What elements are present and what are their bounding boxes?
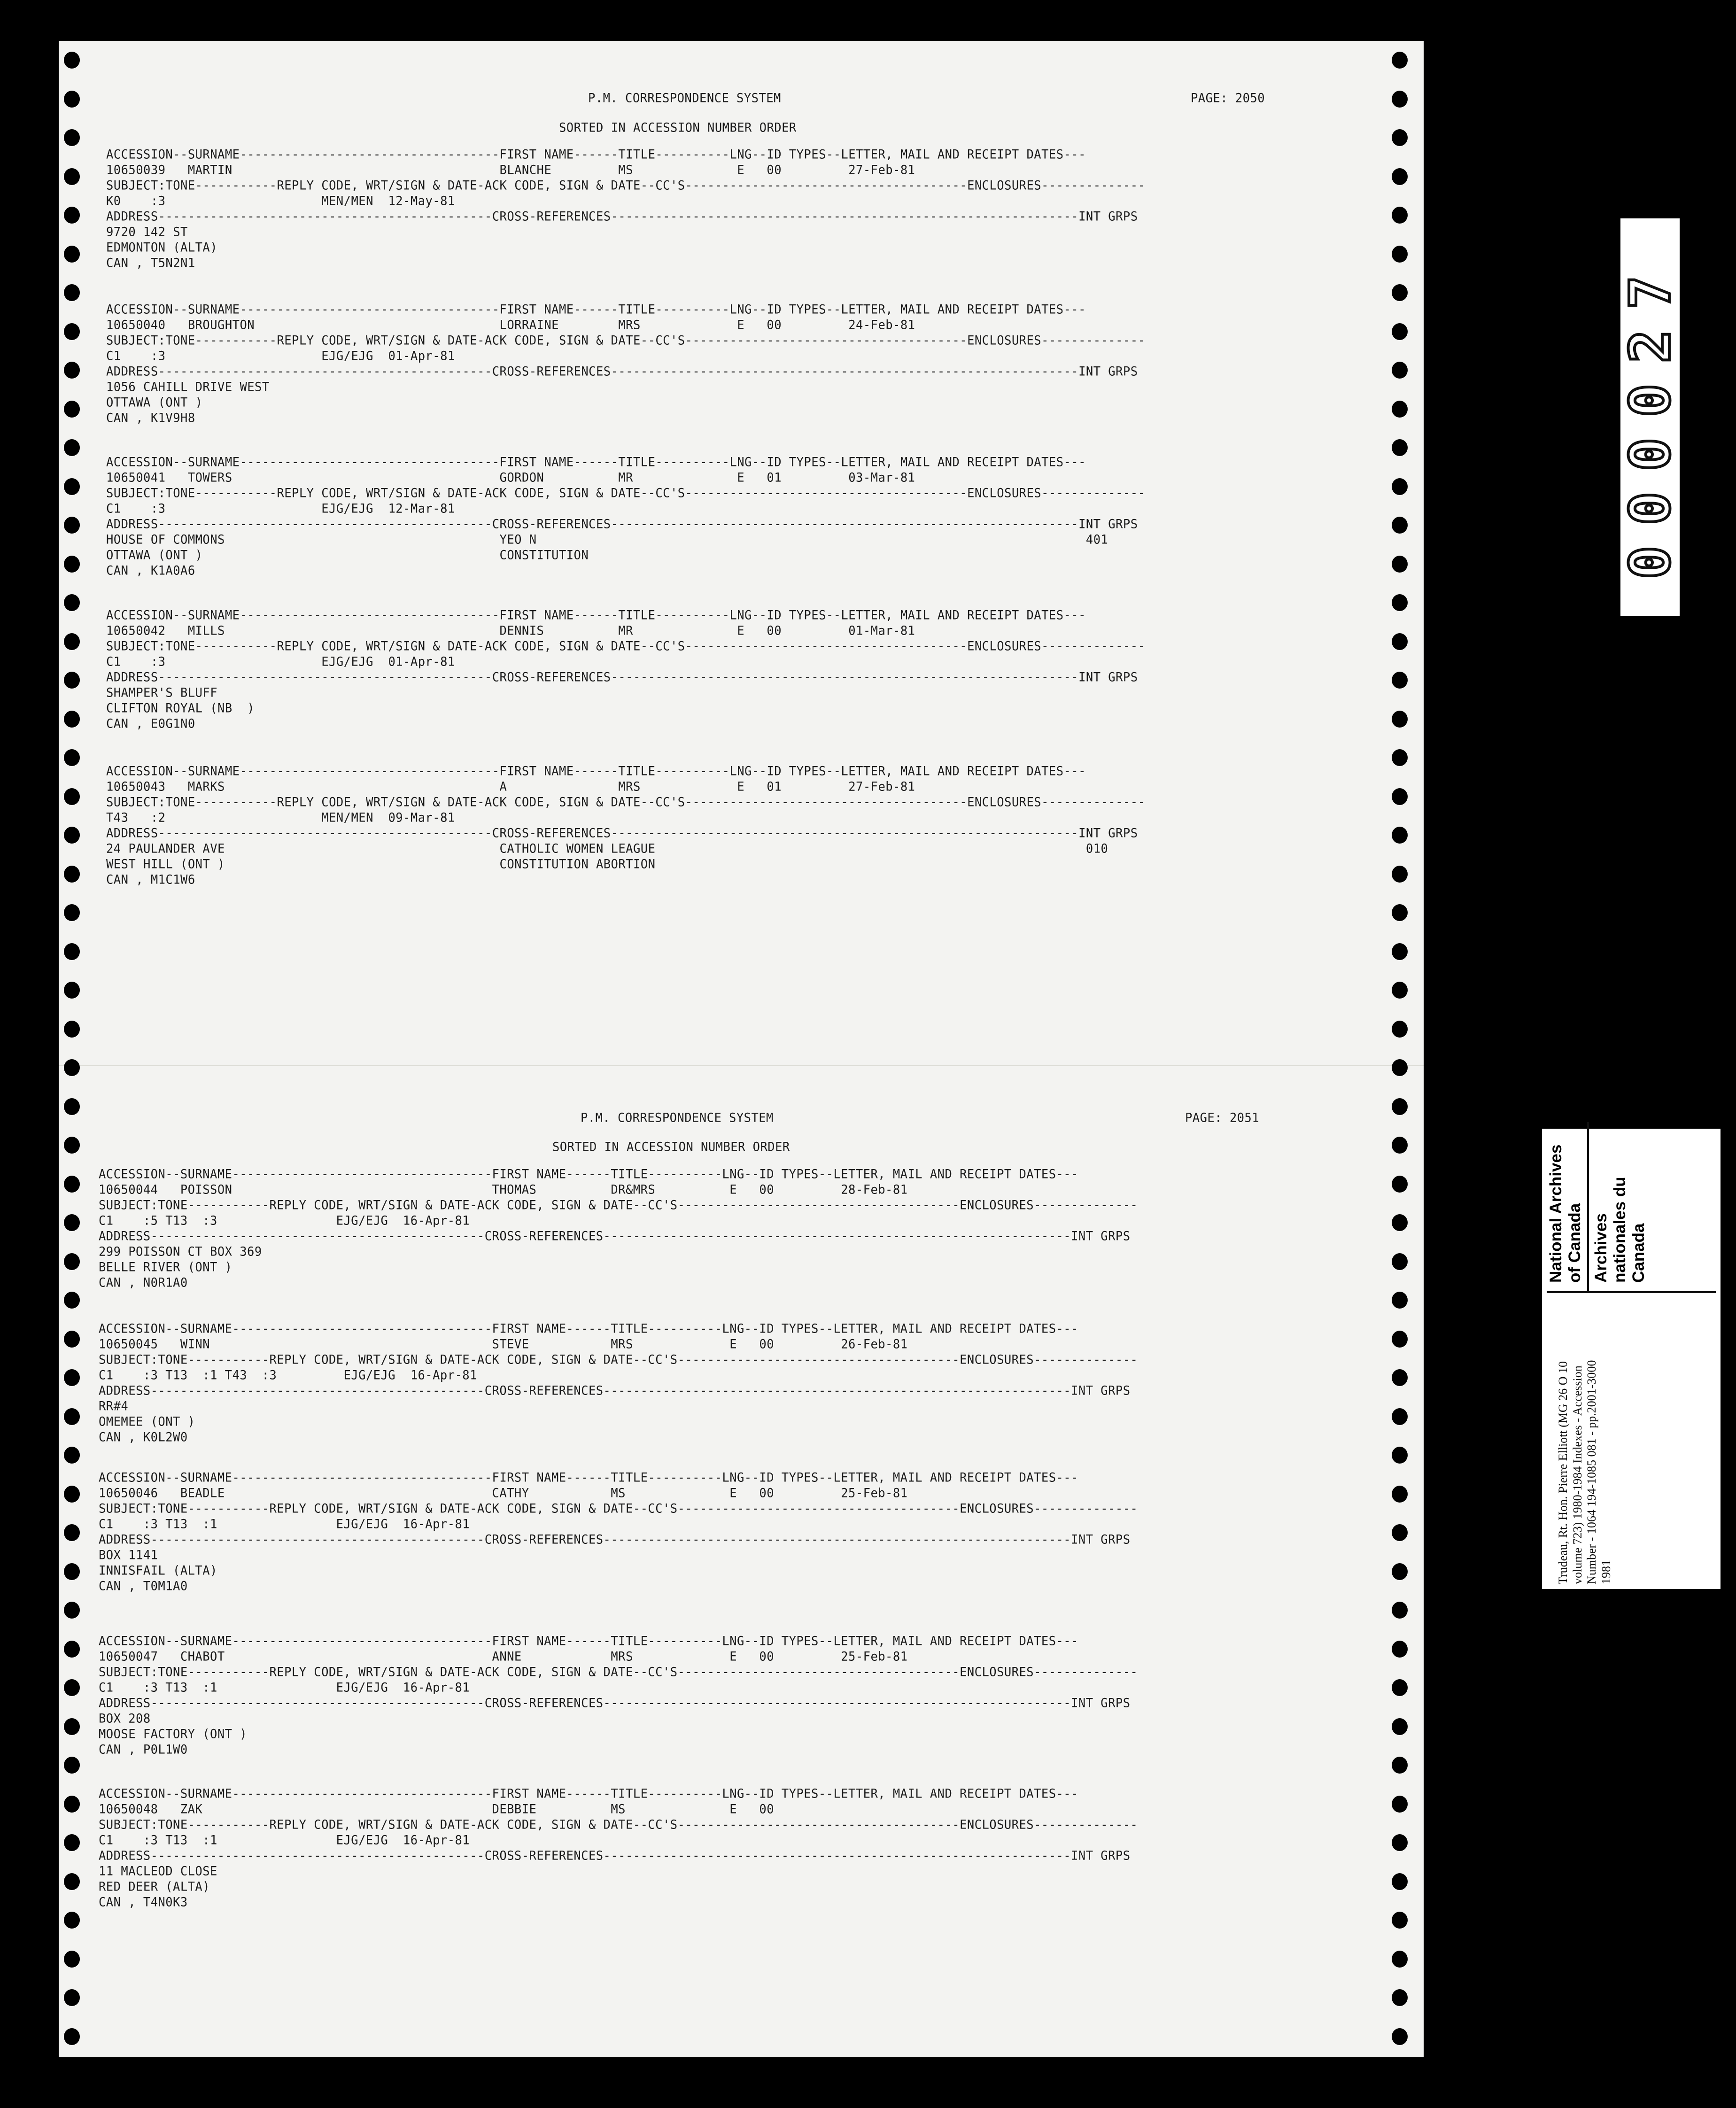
record-line: SUBJECT:TONE-----------REPLY CODE, WRT/SIGN & DATE-ACK CODE, SIGN & DATE--CC'S--------------------------------------ENCLOSURES-------------- bbox=[99, 1665, 1138, 1680]
description-line: Number - 1064 194-1085 081 - pp.2001-3000 bbox=[1585, 1360, 1598, 1584]
record-line: ACCESSION--SURNAME-----------------------------------FIRST NAME------TITLE----------LNG--ID TYPES--LETTER, MAIL AND RECEIPT DATES--- bbox=[106, 302, 1086, 317]
feed-hole bbox=[1392, 1486, 1408, 1503]
feed-hole bbox=[1392, 1834, 1408, 1851]
record-line: RED DEER (ALTA) bbox=[99, 1879, 210, 1894]
feed-hole bbox=[64, 1757, 80, 1774]
record-line: CAN , M1C1W6 bbox=[106, 872, 195, 887]
record-line: 299 POISSON CT BOX 369 bbox=[99, 1244, 262, 1259]
record-line: C1 :3 T13 :1 EJG/EJG 16-Apr-81 bbox=[99, 1517, 470, 1532]
record-line: 10650039 MARTIN BLANCHE MS E 00 27-Feb-81 bbox=[106, 163, 915, 178]
feed-hole bbox=[64, 1176, 80, 1193]
sort-order-title: SORTED IN ACCESSION NUMBER ORDER bbox=[552, 1139, 790, 1155]
feed-hole bbox=[64, 517, 80, 534]
feed-hole bbox=[1392, 1214, 1408, 1231]
record-line: ACCESSION--SURNAME-----------------------------------FIRST NAME------TITLE----------LNG--ID TYPES--LETTER, MAIL AND RECEIPT DATES--- bbox=[99, 1321, 1078, 1336]
feed-hole bbox=[1392, 1447, 1408, 1464]
record-line: C1 :3 EJG/EJG 12-Mar-81 bbox=[106, 501, 455, 516]
record-line: CAN , N0R1A0 bbox=[99, 1275, 188, 1290]
feed-hole bbox=[1392, 943, 1408, 960]
record-line: ADDRESS---------------------------------------------CROSS-REFERENCES---------------------------------------------------------------INT GRPS bbox=[106, 209, 1138, 224]
feed-hole bbox=[1392, 594, 1408, 611]
feed-hole bbox=[64, 904, 80, 921]
feed-hole bbox=[64, 1602, 80, 1619]
feed-hole bbox=[64, 401, 80, 418]
feed-hole bbox=[1392, 1524, 1408, 1541]
feed-hole bbox=[1392, 1253, 1408, 1270]
record-line: T43 :2 MEN/MEN 09-Mar-81 bbox=[106, 810, 455, 825]
feed-hole bbox=[64, 556, 80, 573]
record-line: 10650047 CHABOT ANNE MRS E 00 25-Feb-81 bbox=[99, 1649, 908, 1664]
record-line: 10650046 BEADLE CATHY MS E 00 25-Feb-81 bbox=[99, 1486, 908, 1501]
record-line: 10650040 BROUGHTON LORRAINE MRS E 00 24-Feb-81 bbox=[106, 318, 915, 333]
record-line: OTTAWA (ONT ) bbox=[106, 395, 203, 410]
record-line: BELLE RIVER (ONT ) bbox=[99, 1260, 232, 1275]
sort-order-title: SORTED IN ACCESSION NUMBER ORDER bbox=[559, 120, 797, 135]
record-line: BOX 208 bbox=[99, 1711, 151, 1726]
feed-hole bbox=[1392, 323, 1408, 340]
record-line: OMEMEE (ONT ) bbox=[99, 1414, 195, 1429]
record-line: 10650048 ZAK DEBBIE MS E 00 bbox=[99, 1802, 775, 1817]
record-line: CAN , T0M1A0 bbox=[99, 1579, 188, 1594]
feed-hole bbox=[64, 1408, 80, 1425]
record-line: CAN , K1A0A6 bbox=[106, 563, 195, 578]
feed-hole bbox=[1392, 1989, 1408, 2006]
feed-hole bbox=[64, 1331, 80, 1348]
feed-hole bbox=[64, 1253, 80, 1270]
feed-hole bbox=[64, 284, 80, 301]
feed-hole bbox=[1392, 2028, 1408, 2045]
feed-hole bbox=[1392, 1176, 1408, 1193]
record-line: 11 MACLEOD CLOSE bbox=[99, 1864, 217, 1879]
feed-hole bbox=[64, 1137, 80, 1154]
record-line: SUBJECT:TONE-----------REPLY CODE, WRT/SIGN & DATE-ACK CODE, SIGN & DATE--CC'S--------------------------------------ENCLOSURES-------------- bbox=[106, 486, 1146, 501]
record-line: 10650043 MARKS A MRS E 01 27-Feb-81 bbox=[106, 779, 915, 794]
record-line: ACCESSION--SURNAME-----------------------------------FIRST NAME------TITLE----------LNG--ID TYPES--LETTER, MAIL AND RECEIPT DATES--- bbox=[99, 1786, 1078, 1801]
record-line: SUBJECT:TONE-----------REPLY CODE, WRT/SIGN & DATE-ACK CODE, SIGN & DATE--CC'S--------------------------------------ENCLOSURES-------------- bbox=[99, 1817, 1138, 1832]
record-line: MOOSE FACTORY (ONT ) bbox=[99, 1727, 248, 1742]
report-title: P.M. CORRESPONDENCE SYSTEM bbox=[588, 91, 781, 106]
record-line: CAN , T5N2N1 bbox=[106, 256, 195, 271]
record-line: ADDRESS---------------------------------------------CROSS-REFERENCES---------------------------------------------------------------INT GRPS bbox=[99, 1532, 1131, 1547]
feed-hole bbox=[1392, 1563, 1408, 1580]
feed-hole bbox=[1392, 633, 1408, 650]
record-line: CAN , E0G1N0 bbox=[106, 716, 195, 731]
feed-hole bbox=[64, 943, 80, 960]
feed-hole bbox=[1392, 478, 1408, 495]
record-line: C1 :3 T13 :1 T43 :3 EJG/EJG 16-Apr-81 bbox=[99, 1368, 477, 1383]
feed-hole bbox=[64, 91, 80, 108]
record-line: WEST HILL (ONT ) CONSTITUTION ABORTION bbox=[106, 857, 656, 872]
feed-hole bbox=[64, 478, 80, 495]
record-line: ACCESSION--SURNAME-----------------------------------FIRST NAME------TITLE----------LNG--ID TYPES--LETTER, MAIL AND RECEIPT DATES--- bbox=[99, 1470, 1078, 1485]
feed-hole bbox=[64, 1214, 80, 1231]
record-line: C1 :3 T13 :1 EJG/EJG 16-Apr-81 bbox=[99, 1680, 470, 1695]
feed-hole bbox=[64, 1059, 80, 1076]
record-line: 10650042 MILLS DENNIS MR E 00 01-Mar-81 bbox=[106, 623, 915, 638]
feed-hole bbox=[1392, 556, 1408, 573]
feed-hole bbox=[1392, 129, 1408, 146]
collection-description bbox=[1556, 1302, 1613, 1584]
feed-hole bbox=[64, 1796, 80, 1813]
feed-hole bbox=[64, 362, 80, 379]
record-line: SUBJECT:TONE-----------REPLY CODE, WRT/SIGN & DATE-ACK CODE, SIGN & DATE--CC'S--------------------------------------ENCLOSURES-------------- bbox=[99, 1501, 1138, 1516]
feed-hole bbox=[1392, 1796, 1408, 1813]
feed-hole bbox=[64, 1989, 80, 2006]
feed-hole bbox=[1392, 1021, 1408, 1038]
feed-hole bbox=[64, 1679, 80, 1696]
record-line: CAN , K1V9H8 bbox=[106, 411, 195, 426]
record-line: 10650044 POISSON THOMAS DR&MRS E 00 28-Feb-81 bbox=[99, 1182, 908, 1197]
feed-hole bbox=[1392, 788, 1408, 805]
feed-hole bbox=[1392, 1331, 1408, 1348]
report-title: P.M. CORRESPONDENCE SYSTEM bbox=[581, 1110, 774, 1125]
feed-hole bbox=[64, 1021, 80, 1038]
feed-hole bbox=[1392, 1059, 1408, 1076]
org-name-fr: Archives nationales du Canada bbox=[1592, 1177, 1648, 1283]
feed-hole bbox=[64, 2028, 80, 2045]
feed-hole bbox=[1392, 52, 1408, 69]
feed-hole bbox=[1392, 1912, 1408, 1929]
feed-hole bbox=[64, 1834, 80, 1851]
record-line: ACCESSION--SURNAME-----------------------------------FIRST NAME------TITLE----------LNG--ID TYPES--LETTER, MAIL AND RECEIPT DATES--- bbox=[106, 455, 1086, 470]
feed-hole bbox=[64, 1641, 80, 1658]
record-line: ACCESSION--SURNAME-----------------------------------FIRST NAME------TITLE----------LNG--ID TYPES--LETTER, MAIL AND RECEIPT DATES--- bbox=[99, 1167, 1078, 1182]
archive-label-card bbox=[1542, 1129, 1720, 1589]
frame-number-stamp bbox=[1620, 218, 1680, 616]
feed-hole bbox=[1392, 866, 1408, 883]
page-number: PAGE: 2051 bbox=[1185, 1110, 1260, 1125]
record-line: ADDRESS---------------------------------------------CROSS-REFERENCES---------------------------------------------------------------INT GRPS bbox=[106, 670, 1138, 685]
feed-hole bbox=[1392, 246, 1408, 263]
record-line: EDMONTON (ALTA) bbox=[106, 240, 218, 255]
feed-hole bbox=[1392, 1602, 1408, 1619]
feed-hole bbox=[64, 1447, 80, 1464]
archive-logo bbox=[1547, 1133, 1716, 1293]
record-line: CAN , K0L2W0 bbox=[99, 1430, 188, 1445]
feed-hole bbox=[64, 827, 80, 844]
feed-hole bbox=[1392, 1679, 1408, 1696]
record-line: ADDRESS---------------------------------------------CROSS-REFERENCES---------------------------------------------------------------INT GRPS bbox=[106, 364, 1138, 379]
record-line: SHAMPER'S BLUFF bbox=[106, 685, 218, 700]
record-line: BOX 1141 bbox=[99, 1548, 158, 1563]
feed-hole bbox=[1392, 827, 1408, 844]
feed-hole bbox=[1392, 284, 1408, 301]
feed-hole bbox=[1392, 168, 1408, 185]
page-number: PAGE: 2050 bbox=[1191, 91, 1265, 106]
description-line: 1981 bbox=[1599, 1560, 1613, 1584]
feed-hole bbox=[1392, 91, 1408, 108]
feed-hole bbox=[64, 1292, 80, 1309]
record-line: SUBJECT:TONE-----------REPLY CODE, WRT/SIGN & DATE-ACK CODE, SIGN & DATE--CC'S--------------------------------------ENCLOSURES-------------- bbox=[106, 795, 1146, 810]
record-line: C1 :3 T13 :1 EJG/EJG 16-Apr-81 bbox=[99, 1833, 470, 1848]
record-line: C1 :5 T13 :3 EJG/EJG 16-Apr-81 bbox=[99, 1213, 470, 1228]
feed-hole bbox=[64, 1486, 80, 1503]
record-line: 10650041 TOWERS GORDON MR E 01 03-Mar-81 bbox=[106, 470, 915, 485]
feed-hole bbox=[1392, 362, 1408, 379]
feed-hole bbox=[64, 52, 80, 69]
record-line: CAN , T4N0K3 bbox=[99, 1895, 188, 1910]
frame-number: 000027 bbox=[1618, 255, 1682, 580]
org-name-en: National Archives of Canada bbox=[1547, 1144, 1584, 1283]
record-line: ADDRESS---------------------------------------------CROSS-REFERENCES---------------------------------------------------------------INT GRPS bbox=[99, 1229, 1131, 1244]
record-line: 24 PAULANDER AVE CATHOLIC WOMEN LEAGUE 010 bbox=[106, 841, 1108, 856]
feed-hole bbox=[64, 788, 80, 805]
feed-hole bbox=[64, 1873, 80, 1890]
record-line: SUBJECT:TONE-----------REPLY CODE, WRT/SIGN & DATE-ACK CODE, SIGN & DATE--CC'S--------------------------------------ENCLOSURES-------------- bbox=[106, 333, 1146, 348]
feed-hole bbox=[64, 1563, 80, 1580]
feed-hole bbox=[1392, 1408, 1408, 1425]
feed-hole bbox=[1392, 711, 1408, 728]
record-line: SUBJECT:TONE-----------REPLY CODE, WRT/SIGN & DATE-ACK CODE, SIGN & DATE--CC'S--------------------------------------ENCLOSURES-------------- bbox=[99, 1198, 1138, 1213]
feed-hole bbox=[64, 1098, 80, 1115]
feed-hole bbox=[1392, 401, 1408, 418]
record-line: 10650045 WINN STEVE MRS E 00 26-Feb-81 bbox=[99, 1337, 908, 1352]
feed-hole bbox=[1392, 749, 1408, 766]
feed-hole bbox=[1392, 1718, 1408, 1735]
feed-hole bbox=[64, 672, 80, 689]
record-line: ACCESSION--SURNAME-----------------------------------FIRST NAME------TITLE----------LNG--ID TYPES--LETTER, MAIL AND RECEIPT DATES--- bbox=[106, 608, 1086, 623]
feed-hole bbox=[1392, 904, 1408, 921]
feed-hole bbox=[64, 982, 80, 999]
feed-hole bbox=[1392, 672, 1408, 689]
feed-hole bbox=[1392, 1873, 1408, 1890]
record-line: 9720 142 ST bbox=[106, 225, 188, 240]
description-line: volume 723) 1980-1984 Indexes - Accession bbox=[1570, 1365, 1584, 1584]
record-line: CLIFTON ROYAL (NB ) bbox=[106, 701, 255, 716]
feed-hole bbox=[1392, 207, 1408, 224]
record-line: ACCESSION--SURNAME-----------------------------------FIRST NAME------TITLE----------LNG--ID TYPES--LETTER, MAIL AND RECEIPT DATES--- bbox=[99, 1634, 1078, 1649]
page-perforation bbox=[59, 1065, 1424, 1066]
feed-hole bbox=[1392, 439, 1408, 456]
record-line: ACCESSION--SURNAME-----------------------------------FIRST NAME------TITLE----------LNG--ID TYPES--LETTER, MAIL AND RECEIPT DATES--- bbox=[106, 147, 1086, 162]
feed-hole bbox=[64, 1912, 80, 1929]
record-line: OTTAWA (ONT ) CONSTITUTION bbox=[106, 548, 589, 563]
record-line: 1056 CAHILL DRIVE WEST bbox=[106, 380, 270, 395]
feed-hole bbox=[64, 1524, 80, 1541]
record-line: ADDRESS---------------------------------------------CROSS-REFERENCES---------------------------------------------------------------INT GRPS bbox=[99, 1696, 1131, 1711]
feed-hole bbox=[64, 129, 80, 146]
feed-hole bbox=[64, 711, 80, 728]
feed-hole bbox=[64, 246, 80, 263]
record-line: ACCESSION--SURNAME-----------------------------------FIRST NAME------TITLE----------LNG--ID TYPES--LETTER, MAIL AND RECEIPT DATES--- bbox=[106, 764, 1086, 779]
record-line: SUBJECT:TONE-----------REPLY CODE, WRT/SIGN & DATE-ACK CODE, SIGN & DATE--CC'S--------------------------------------ENCLOSURES-------------- bbox=[106, 178, 1146, 193]
feed-hole bbox=[64, 1718, 80, 1735]
record-line: ADDRESS---------------------------------------------CROSS-REFERENCES---------------------------------------------------------------INT GRPS bbox=[99, 1848, 1131, 1863]
record-line: CAN , P0L1W0 bbox=[99, 1742, 188, 1757]
feed-hole bbox=[64, 1951, 80, 1968]
feed-hole bbox=[64, 749, 80, 766]
record-line: K0 :3 MEN/MEN 12-May-81 bbox=[106, 194, 455, 209]
record-line: SUBJECT:TONE-----------REPLY CODE, WRT/SIGN & DATE-ACK CODE, SIGN & DATE--CC'S--------------------------------------ENCLOSURES-------------- bbox=[99, 1352, 1138, 1367]
feed-hole bbox=[64, 168, 80, 185]
feed-hole bbox=[1392, 982, 1408, 999]
feed-hole bbox=[64, 1369, 80, 1386]
feed-hole bbox=[1392, 1292, 1408, 1309]
feed-hole bbox=[64, 323, 80, 340]
feed-hole bbox=[1392, 1641, 1408, 1658]
record-line: RR#4 bbox=[99, 1399, 129, 1414]
feed-hole bbox=[64, 207, 80, 224]
description-line: Trudeau, Rt. Hon. Pierre Elliott (MG 26 O 10 bbox=[1556, 1361, 1570, 1584]
feed-hole bbox=[1392, 1757, 1408, 1774]
feed-hole bbox=[64, 866, 80, 883]
feed-hole bbox=[1392, 1137, 1408, 1154]
feed-hole bbox=[1392, 1369, 1408, 1386]
feed-hole bbox=[64, 594, 80, 611]
record-line: ADDRESS---------------------------------------------CROSS-REFERENCES---------------------------------------------------------------INT GRPS bbox=[99, 1383, 1131, 1398]
record-line: C1 :3 EJG/EJG 01-Apr-81 bbox=[106, 654, 455, 669]
feed-hole bbox=[1392, 1098, 1408, 1115]
record-line: SUBJECT:TONE-----------REPLY CODE, WRT/SIGN & DATE-ACK CODE, SIGN & DATE--CC'S--------------------------------------ENCLOSURES-------------- bbox=[106, 639, 1146, 654]
feed-hole bbox=[64, 633, 80, 650]
record-line: INNISFAIL (ALTA) bbox=[99, 1563, 217, 1578]
logo-rule bbox=[1587, 1122, 1589, 1291]
feed-hole bbox=[64, 439, 80, 456]
record-line: HOUSE OF COMMONS YEO N 401 bbox=[106, 532, 1108, 547]
record-line: ADDRESS---------------------------------------------CROSS-REFERENCES---------------------------------------------------------------INT GRPS bbox=[106, 826, 1138, 841]
record-line: C1 :3 EJG/EJG 01-Apr-81 bbox=[106, 349, 455, 364]
record-line: ADDRESS---------------------------------------------CROSS-REFERENCES---------------------------------------------------------------INT GRPS bbox=[106, 517, 1138, 532]
feed-hole bbox=[1392, 517, 1408, 534]
feed-hole bbox=[1392, 1951, 1408, 1968]
